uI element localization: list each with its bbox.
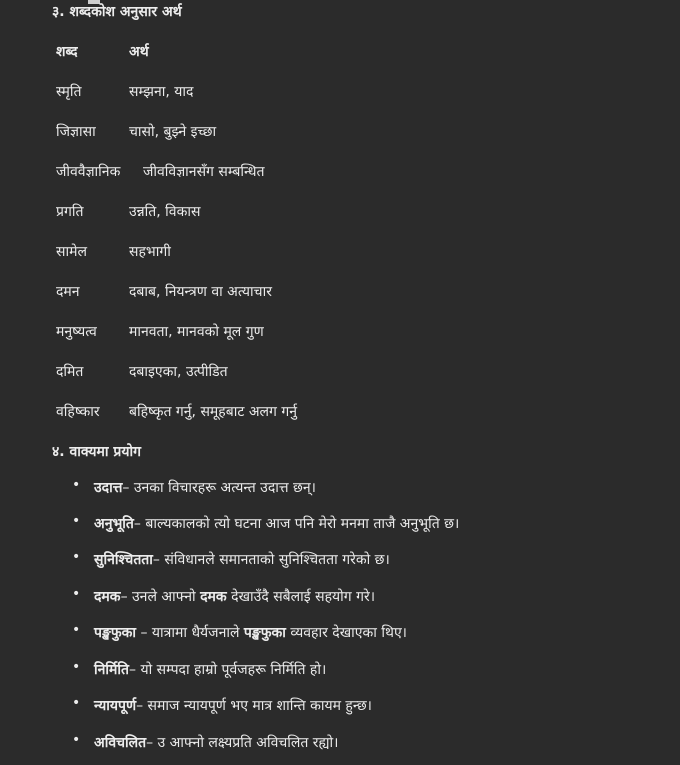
term: दमित	[56, 364, 84, 380]
meaning: चासो, बुझ्ने इच्छा	[129, 124, 217, 140]
term: वहिष्कार	[56, 404, 100, 420]
vocab-word: पङ्खफुका	[94, 625, 136, 641]
bullet-icon: •	[72, 586, 81, 602]
bullet-icon: •	[72, 732, 81, 748]
example-sentence: – संविधानले समानताको सुनिश्चितता गरेको छ।	[152, 552, 390, 568]
meaning: जीवविज्ञानसँग सम्बन्धित	[143, 164, 265, 180]
vocab-word: अविचलित	[94, 735, 147, 751]
example-sentence: – उनले आफ्नो	[120, 589, 201, 605]
term: जीववैज्ञानिक	[56, 164, 121, 180]
vocab-word-inline: दमक	[200, 589, 227, 605]
bullet-icon: •	[72, 549, 81, 565]
meaning: सम्झना, याद	[129, 84, 194, 100]
vocab-word: दमक	[94, 589, 121, 605]
header-term: शब्द	[56, 44, 78, 60]
section-3-heading: ३. शब्दकोश अनुसार अर्थ	[52, 4, 182, 20]
vocab-word: निर्मिति	[94, 662, 129, 678]
vocab-word: अनुभूति	[94, 516, 134, 532]
example-sentence: – उनका विचारहरू अत्यन्त उदात्त छन्।	[122, 480, 316, 496]
example-sentence: – यात्रामा धैर्यजनाले	[136, 625, 244, 641]
term: मनुष्यत्व	[56, 324, 97, 340]
header-meaning: अर्थ	[129, 44, 149, 60]
vocab-word: उदात्त	[94, 480, 123, 496]
bullet-icon: •	[72, 513, 81, 529]
vocab-word-inline: पङ्खफुका	[243, 625, 286, 641]
vocab-word: सुनिश्चितता	[94, 552, 153, 568]
meaning: दबाइएका, उत्पीडित	[129, 364, 228, 380]
bullet-icon: •	[72, 622, 81, 638]
term: सामेल	[56, 244, 87, 260]
section-4-heading: ४. वाक्यमा प्रयोग	[52, 444, 141, 460]
example-sentence: – यो सम्पदा हाम्रो पूर्वजहरू निर्मिति हो।	[129, 662, 327, 678]
example-sentence-cont: व्यवहार देखाएका थिए।	[285, 625, 407, 641]
example-sentence-cont: देखाउँदै सबैलाई सहयोग गरे।	[226, 589, 375, 605]
meaning: दबाब, नियन्त्रण वा अत्याचार	[129, 284, 272, 300]
term: प्रगति	[56, 204, 84, 220]
term: स्मृति	[56, 84, 82, 100]
meaning: उन्नति, विकास	[129, 204, 201, 220]
term: दमन	[56, 284, 80, 300]
term: जिज्ञासा	[56, 124, 96, 140]
meaning: मानवता, मानवको मूल गुण	[129, 324, 264, 340]
example-sentence: – समाज न्यायपूर्ण भए मात्र शान्ति कायम हुन्छ।	[136, 698, 372, 714]
bullet-icon: •	[72, 659, 81, 675]
vocab-word: न्यायपूर्ण	[94, 698, 137, 714]
meaning: सहभागी	[129, 244, 171, 260]
example-sentence: – बाल्यकालको त्यो घटना आज पनि मेरो मनमा ताजै अनुभूति छ।	[133, 516, 460, 532]
meaning: बहिष्कृत गर्नु, समूहबाट अलग गर्नु	[129, 404, 298, 420]
example-sentence: – उ आफ्नो लक्ष्यप्रति अविचलित रह्यो।	[146, 735, 339, 751]
bullet-icon: •	[72, 477, 81, 493]
bullet-icon: •	[72, 695, 81, 711]
